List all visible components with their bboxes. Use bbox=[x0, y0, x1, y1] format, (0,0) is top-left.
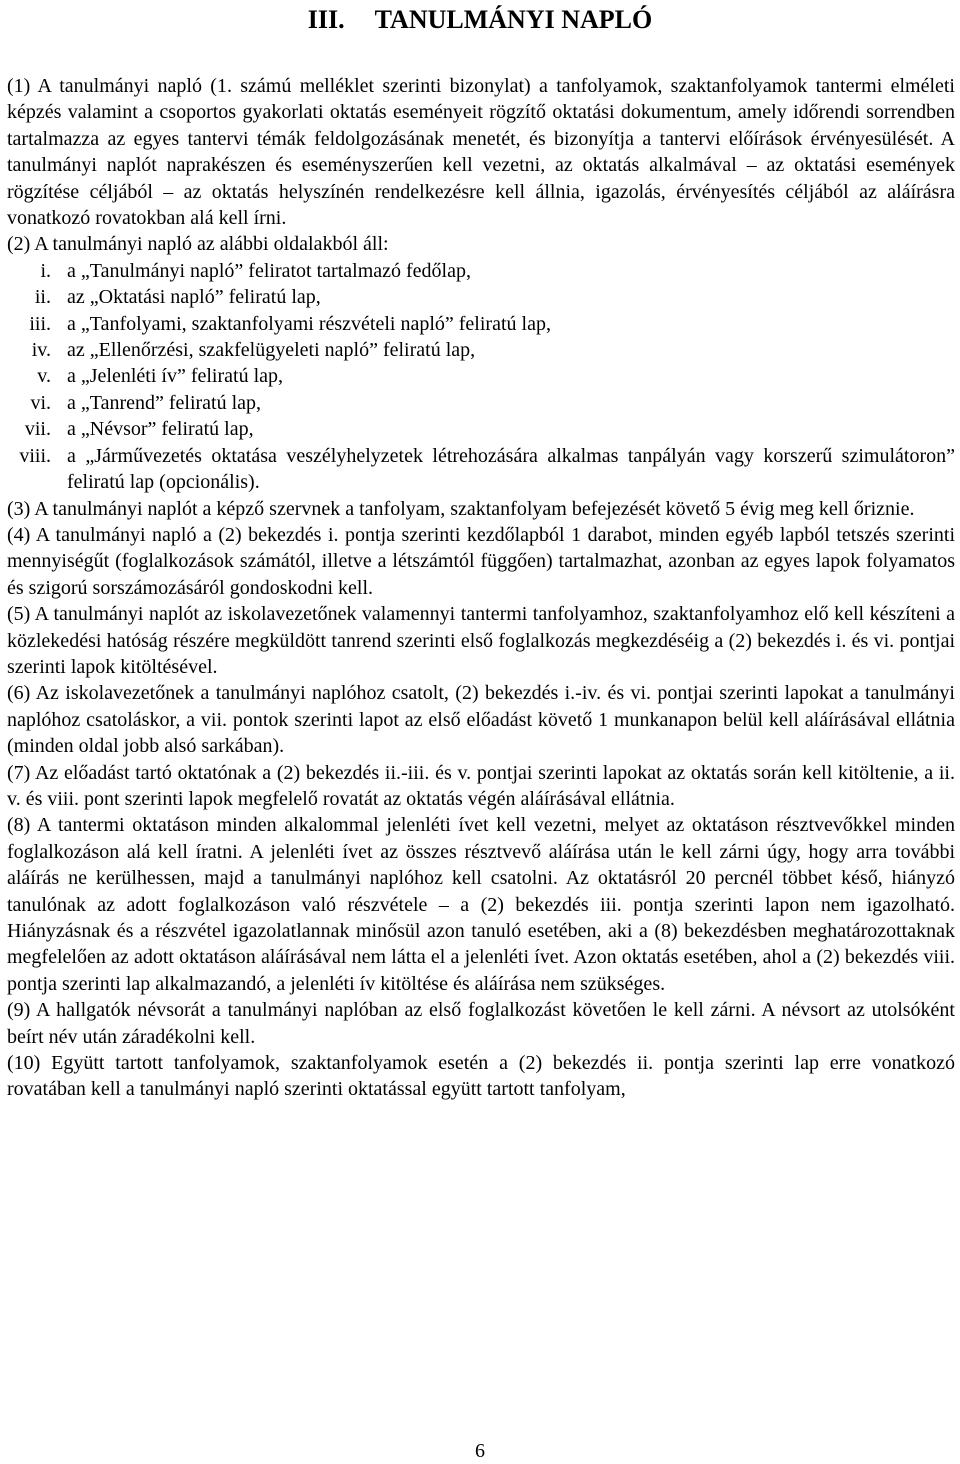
list-item bbox=[7, 258, 955, 284]
list-item-text: az „Oktatási napló” feliratú lap, bbox=[67, 286, 321, 309]
list-item-number: v. bbox=[37, 365, 51, 388]
list-item bbox=[7, 337, 955, 363]
paragraph-10: (10) Együtt tartott tanfolyamok, szaktanfolyamok esetén a (2) bekezdés ii. pontja szerinti lap erre vonatkozó rovatában kell a tanulmányi napló szerinti oktatással együtt tartott tanfolyam, bbox=[7, 1052, 955, 1101]
list-item bbox=[7, 363, 955, 389]
section-number: III. bbox=[307, 5, 345, 34]
paragraph-3: (3) A tanulmányi naplót a képző szervnek a tanfolyam, szaktanfolyam befejezését követő 5 évig meg kell őriznie. bbox=[7, 497, 915, 520]
list-item-text: a „Tanrend” feliratú lap, bbox=[67, 391, 262, 414]
list-item-number: viii. bbox=[19, 444, 51, 467]
list-item bbox=[7, 416, 955, 442]
list-item bbox=[7, 311, 955, 337]
list-item-number: vii. bbox=[24, 418, 51, 441]
document-body bbox=[7, 73, 955, 1103]
list-item bbox=[7, 443, 955, 496]
paragraph-2: (2) A tanulmányi napló az alábbi oldalakból áll: bbox=[7, 233, 389, 256]
paragraph-7: (7) Az előadást tartó oktatónak a (2) bekezdés ii.-iii. és v. pontjai szerinti lapokat az oktatás során kell kitöltenie, a ii. v. és viii. pont szerinti lapok megfelelő rovatát az oktatás végén aláírásával ellátnia. bbox=[7, 761, 955, 810]
page-list bbox=[7, 258, 955, 496]
paragraph-1: (1) A tanulmányi napló (1. számú melléklet szerinti bizonylat) a tanfolyamok, szaktanfolyamok tantermi elméleti képzés valamint a csoportos gyakorlati oktatás eseményeit rögzítő oktatási dokumentum, amely időrendi sorrendben tartalmazza az egyes tantervi témák feldolgozásának menetét, és bizonyítja a tantervi előírások érvényesülését. A tanulmányi naplót naprakészen és eseményszerűen kell vezetni, az oktatás alkalmával – az oktatási események rögzítése céljából – az oktatás helyszínén rendelkezésre kell állnia, igazolás, érvényesítés céljából az aláírásra vonatkozó rovatokban alá kell írni. bbox=[7, 75, 955, 230]
list-item bbox=[7, 390, 955, 416]
list-item-text: a „Jelenléti ív” feliratú lap, bbox=[67, 365, 284, 388]
list-item-number: ii. bbox=[34, 286, 51, 309]
list-item-number: iv. bbox=[31, 339, 51, 362]
list-item-number: iii. bbox=[29, 312, 51, 335]
list-item-text: a „Tanulmányi napló” feliratot tartalmazó fedőlap, bbox=[67, 259, 471, 282]
section-heading bbox=[0, 0, 960, 40]
paragraph-5: (5) A tanulmányi naplót az iskolavezetőnek valamennyi tantermi tanfolyamhoz, szaktanfolyamhoz elő kell készíteni a közlekedési hatóság részére megküldött tanrend szerinti első foglalkozás megkezdéséig a (2) bekezdés i. és vi. pontjai szerinti lapok kitöltésével. bbox=[7, 603, 955, 678]
list-item bbox=[7, 284, 955, 310]
list-item-number: i. bbox=[40, 259, 51, 282]
paragraph-9: (9) A hallgatók névsorát a tanulmányi naplóban az első foglalkozást követően le kell zárni. A névsort az utolsóként beírt név után záradékolni kell. bbox=[7, 999, 955, 1048]
list-item-text: a „Járművezetés oktatása veszélyhelyzetek létrehozására alkalmas tanpályán vagy korszerű szimulátoron” feliratú lap (opcionális). bbox=[67, 444, 955, 494]
paragraph-6: (6) Az iskolavezetőnek a tanulmányi naplóhoz csatolt, (2) bekezdés i.-iv. és vi. pontjai szerinti lapokat a tanulmányi naplóhoz csatoláskor, a vii. pontok szerinti lapot az első előadást követő 1 munkanapon belül kell aláírásával ellátnia (minden oldal jobb alsó sarkában). bbox=[7, 682, 955, 758]
list-item-number: vi. bbox=[30, 391, 51, 414]
paragraph-8: (8) A tantermi oktatáson minden alkalommal jelenléti ívet kell vezetni, melyet az oktatáson résztvevőkkel minden foglalkozáson alá kell íratni. A jelenléti ívet az összes résztvevő aláírása után le kell zárni úgy, hogy arra további aláírás ne kerülhessen, majd a tanulmányi naplóhoz kell csatolni. Az oktatásról 20 percnél többet késő, hiányzó tanulónak az adott foglalkozáson való részvétele – a (2) bekezdés iii. pontja szerinti lapon nem igazolható. Hiányzásnak és a részvétel igazolatlannak minősül azon tanuló esetében, aki a (8) bekezdésben meghatározottaknak megfelelően az adott oktatáson aláírásával nem látta el a jelenléti ívet. Azon oktatás esetében, ahol a (2) bekezdés viii. pontja szerinti lap alkalmazandó, a jelenléti ív kitöltése és aláírása nem szükséges. bbox=[7, 814, 955, 995]
paragraph-4: (4) A tanulmányi napló a (2) bekezdés i. pontja szerinti kezdőlapból 1 darabot, minden egyéb lapból tetszés szerinti mennyiségűt (foglalkozások számától, illetve a létszámtól függően) tartalmazhat, azonban az egyes lapok folyamatos és szigorú sorszámozásáról gondoskodni kell. bbox=[7, 523, 955, 599]
section-title: TANULMÁNYI NAPLÓ bbox=[374, 5, 653, 34]
list-item-text: a „Névsor” feliratú lap, bbox=[67, 418, 254, 441]
list-item-text: az „Ellenőrzési, szakfelügyeleti napló” feliratú lap, bbox=[67, 339, 476, 362]
page-number: 6 bbox=[475, 1440, 485, 1462]
list-item-text: a „Tanfolyami, szaktanfolyami részvételi napló” feliratú lap, bbox=[67, 312, 551, 335]
